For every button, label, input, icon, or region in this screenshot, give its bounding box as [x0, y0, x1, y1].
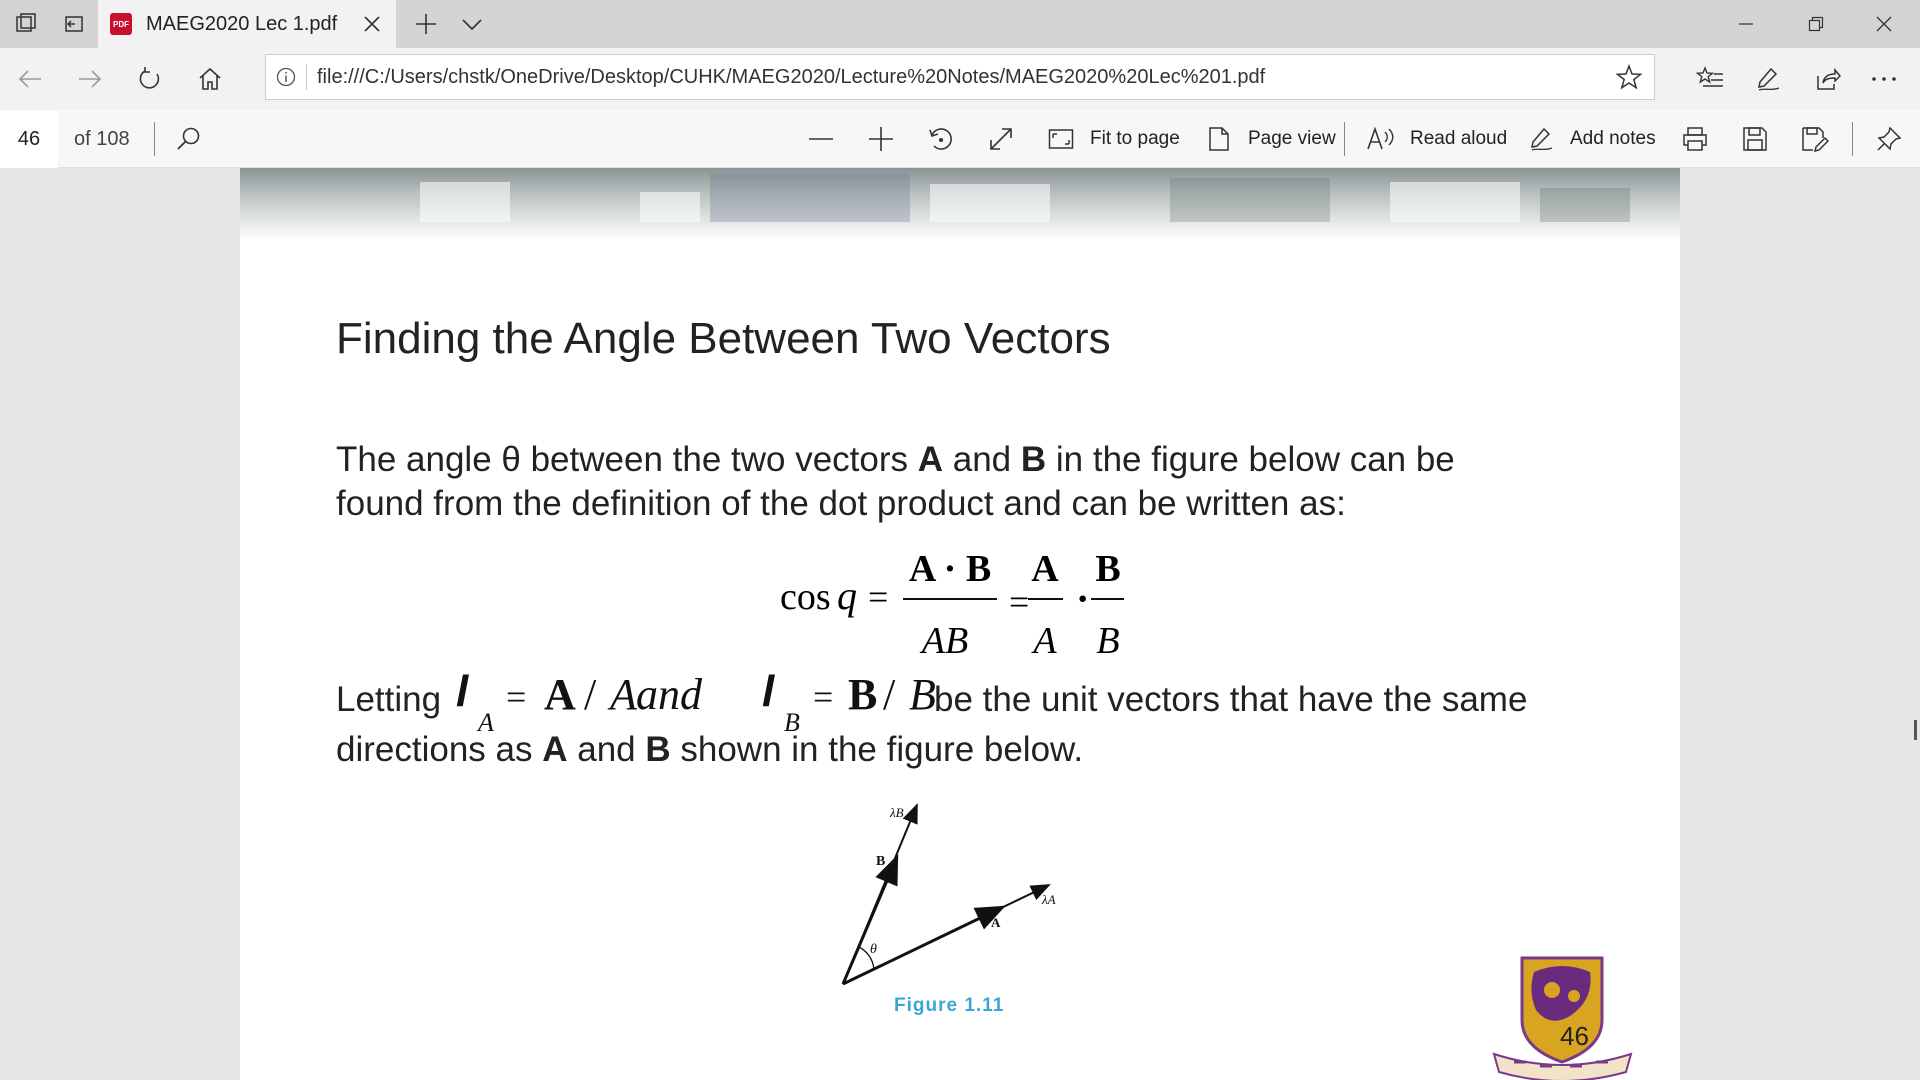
tab-active[interactable]: [98, 0, 396, 48]
cos-text: cos: [780, 576, 831, 618]
zoom-out-button[interactable]: [804, 115, 838, 163]
pdf-toolbar: [0, 110, 1920, 168]
dot-operator: ·: [1076, 576, 1090, 621]
refresh-icon: [137, 66, 163, 92]
chevron-down-icon: [461, 13, 483, 35]
tab-preview-button[interactable]: [448, 0, 496, 48]
close-icon: [363, 15, 381, 33]
slash: /: [883, 670, 896, 719]
address-separator: [306, 64, 307, 90]
fit-page-icon: [1048, 128, 1074, 150]
page-view-button[interactable]: [1202, 115, 1336, 163]
paragraph-text: and: [943, 440, 1021, 479]
fit-to-page-button[interactable]: [1044, 115, 1180, 163]
theta-symbol: q: [837, 573, 857, 618]
add-notes-button[interactable]: [1524, 115, 1656, 163]
label-a: A: [991, 915, 1001, 930]
arrow-left-icon: [17, 66, 43, 92]
minus-icon: [808, 126, 834, 152]
set-aside-tabs-button[interactable]: [50, 0, 98, 48]
pin-toolbar-button[interactable]: [1872, 115, 1906, 163]
and-text: and: [636, 670, 702, 719]
rotate-button[interactable]: [924, 115, 958, 163]
denominator-a: A: [1033, 620, 1057, 662]
label-theta: θ: [870, 942, 877, 957]
home-button[interactable]: [186, 55, 234, 103]
label-lambda-a: λA: [1042, 892, 1056, 907]
equals-sign: =: [506, 677, 527, 717]
slash: /: [584, 670, 597, 719]
toolbar-separator: [1852, 122, 1853, 156]
restore-icon: [1808, 16, 1824, 32]
paragraph-1-line-2: found from the definition of the dot product and can be written as:: [336, 484, 1346, 523]
paragraph-text: The angle θ between the two vectors: [336, 440, 918, 479]
university-seal-logo: [1490, 950, 1635, 1080]
pen-icon: [1528, 126, 1554, 152]
back-button[interactable]: [6, 55, 54, 103]
magnitude-b: B: [909, 670, 936, 719]
paragraph-text: and: [567, 730, 646, 769]
lambda-b-symbol: l: [762, 667, 775, 716]
lambda-a-symbol: l: [456, 667, 469, 716]
find-button[interactable]: [172, 115, 206, 163]
label-lambda-b: λB: [890, 805, 904, 820]
toolbar-separator: [1344, 122, 1345, 156]
minimize-icon: [1738, 16, 1754, 32]
settings-more-button[interactable]: [1860, 55, 1908, 103]
web-notes-button[interactable]: [1744, 55, 1792, 103]
title-bar: [0, 0, 1920, 48]
save-as-icon: [1801, 126, 1829, 152]
vector-a: A: [917, 440, 944, 479]
add-notes-label: Add notes: [1570, 128, 1656, 149]
denominator-b: B: [1096, 620, 1120, 662]
vector-b: B: [1020, 440, 1047, 479]
more-dots-icon: [1871, 75, 1897, 83]
restore-button[interactable]: [1782, 0, 1850, 48]
minimize-button[interactable]: [1712, 0, 1780, 48]
expand-icon: [988, 126, 1014, 152]
page-view-icon: [1207, 126, 1231, 152]
numerator-a-dot-b: A · B: [908, 548, 992, 590]
denominator-ab: AB: [921, 620, 969, 662]
tab-actions-button[interactable]: [2, 0, 50, 48]
paragraph-text: shown in the figure below.: [670, 730, 1084, 769]
favorites-list-icon: [1696, 66, 1724, 92]
vector-b: B: [848, 670, 878, 719]
scrollbar-indicator[interactable]: [1914, 720, 1917, 740]
equals-sign: =: [1009, 582, 1030, 622]
paragraph-text: in the figure below can be: [1046, 440, 1455, 479]
forward-button[interactable]: [66, 55, 114, 103]
read-aloud-icon: [1366, 126, 1396, 152]
home-icon: [197, 66, 223, 92]
close-icon: [1875, 15, 1893, 33]
pen-icon: [1755, 66, 1781, 92]
equals-sign: =: [868, 577, 889, 617]
plus-icon: [415, 13, 437, 35]
numerator-b: B: [1095, 548, 1121, 590]
paragraph-text: be the unit vectors that have the same: [934, 680, 1528, 719]
vector-b-arrow: [843, 857, 897, 984]
read-aloud-label: Read aloud: [1410, 128, 1508, 149]
letting-text: Letting: [336, 680, 442, 719]
zoom-in-button[interactable]: [864, 115, 898, 163]
page-view-label: Page view: [1248, 128, 1336, 149]
toolbar-separator: [154, 122, 155, 156]
close-window-button[interactable]: [1850, 0, 1918, 48]
new-tab-button[interactable]: [402, 0, 450, 48]
subscript-a: A: [478, 708, 494, 737]
save-icon: [1742, 126, 1768, 152]
magnitude-a: A: [610, 670, 637, 719]
star-icon: [1616, 64, 1642, 90]
page-number-input[interactable]: 46: [0, 110, 58, 168]
vector-a: A: [544, 670, 576, 719]
fit-to-page-label: Fit to page: [1090, 128, 1180, 149]
subscript-b: B: [784, 708, 800, 737]
figure-caption: Figure 1.11: [894, 995, 1005, 1016]
save-as-button[interactable]: [1798, 115, 1832, 163]
restore-tabs-icon: [62, 12, 86, 36]
site-info-button[interactable]: [266, 67, 306, 87]
numerator-a: A: [1031, 548, 1059, 590]
arrow-right-icon: [77, 66, 103, 92]
share-button[interactable]: [1804, 55, 1852, 103]
save-button[interactable]: [1738, 115, 1772, 163]
label-b: B: [876, 854, 886, 869]
full-screen-button[interactable]: [984, 115, 1018, 163]
equals-sign: =: [813, 677, 834, 717]
pin-icon: [1876, 126, 1902, 152]
favorites-button[interactable]: [1686, 55, 1734, 103]
set-aside-tabs-icon: [14, 12, 38, 36]
refresh-button[interactable]: [126, 55, 174, 103]
pdf-page: [240, 168, 1680, 1080]
navigation-bar: [0, 48, 1920, 110]
print-icon: [1682, 126, 1708, 152]
vector-a: A: [542, 730, 568, 769]
vector-a-arrow: [843, 907, 1003, 984]
share-icon: [1815, 66, 1841, 92]
vector-b: B: [645, 730, 671, 769]
search-icon: [176, 126, 202, 152]
info-icon: [276, 67, 296, 87]
rotate-icon: [928, 126, 954, 152]
print-button[interactable]: [1678, 115, 1712, 163]
pdf-viewer[interactable]: [0, 168, 1920, 1080]
tab-title: MAEG2020 Lec 1.pdf: [146, 12, 338, 35]
address-bar[interactable]: [265, 54, 1655, 100]
slide-title: Finding the Angle Between Two Vectors: [336, 314, 1111, 363]
pdf-file-icon: PDF: [110, 13, 132, 35]
paragraph-text: directions as: [336, 730, 543, 769]
read-aloud-button[interactable]: [1364, 115, 1507, 163]
total-pages-label: of 108: [74, 127, 130, 150]
plus-icon: [868, 126, 894, 152]
tab-close-button[interactable]: [352, 4, 392, 44]
favorite-button[interactable]: [1604, 64, 1654, 90]
slide-page-number: 46: [1560, 1021, 1589, 1051]
vector-figure: [240, 168, 1680, 1080]
url-text[interactable]: file:///C:/Users/chstk/OneDrive/Desktop/CUHK/MAEG2020/Lecture%20Notes/MAEG2020%20Lec%201.pdf: [317, 65, 1266, 88]
